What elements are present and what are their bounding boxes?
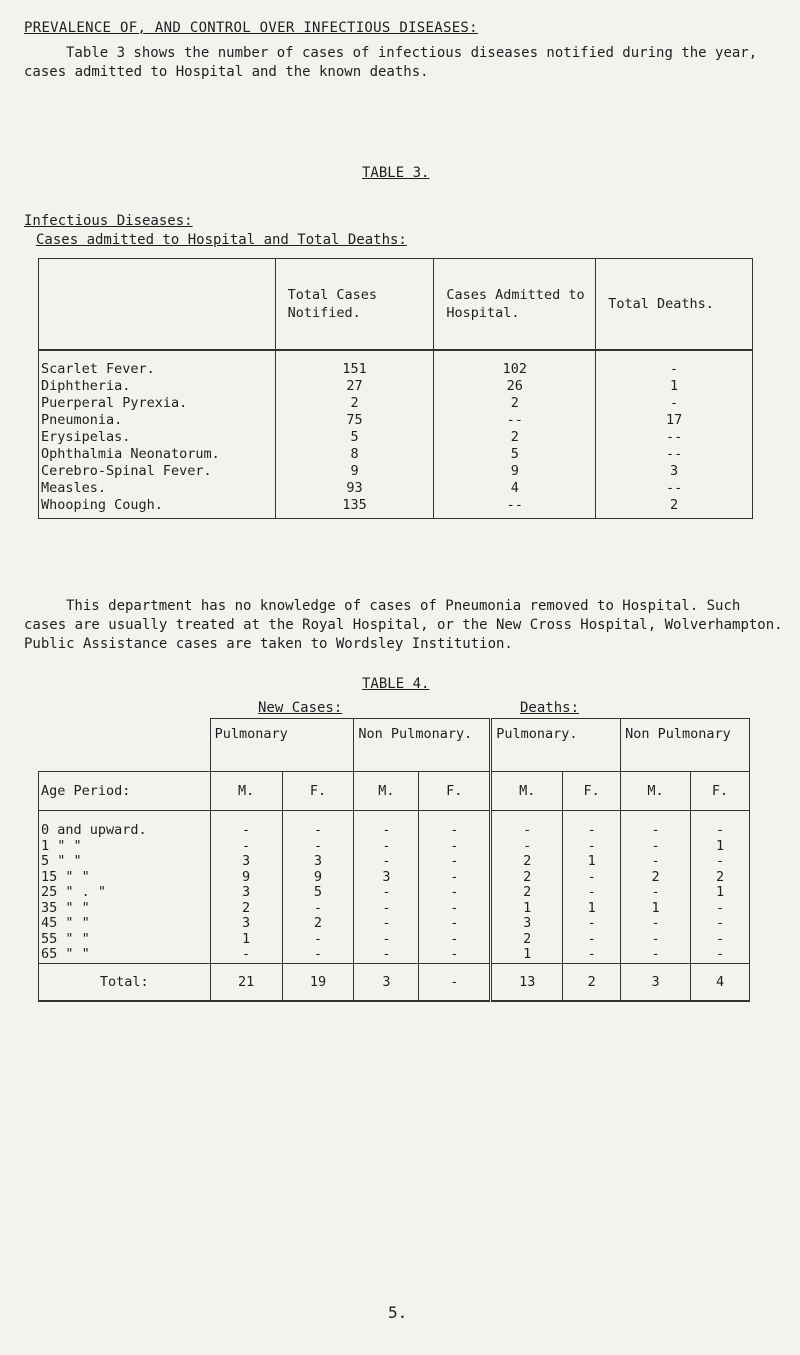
table-cell: 2 bbox=[491, 870, 563, 886]
table-cell: 26 bbox=[434, 378, 596, 395]
table3-header-cell: Cases Admitted to Hospital. bbox=[434, 259, 596, 351]
table-cell: - bbox=[282, 811, 354, 839]
table-row bbox=[39, 395, 753, 412]
disease-name: Measles. bbox=[39, 480, 276, 497]
table-cell: 3 bbox=[210, 854, 282, 870]
group-header: Pulmonary. bbox=[491, 719, 621, 772]
table-cell: - bbox=[691, 854, 750, 870]
table-cell: -- bbox=[596, 429, 753, 446]
table-cell: - bbox=[419, 901, 491, 917]
total-cell: 4 bbox=[691, 963, 750, 1001]
table-cell: 93 bbox=[275, 480, 434, 497]
table-row bbox=[39, 412, 753, 429]
table-cell: - bbox=[282, 901, 354, 917]
table-cell: 102 bbox=[434, 350, 596, 378]
table-cell: 9 bbox=[275, 463, 434, 480]
infectious-diseases-table bbox=[38, 258, 753, 519]
table-cell: - bbox=[691, 947, 750, 963]
disease-name: Scarlet Fever. bbox=[39, 350, 276, 378]
table-cell: - bbox=[354, 916, 419, 932]
total-cell: 21 bbox=[210, 963, 282, 1001]
table-cell: 2 bbox=[434, 429, 596, 446]
table-cell: 17 bbox=[596, 412, 753, 429]
sex-header: F. bbox=[563, 772, 621, 811]
table-cell: - bbox=[621, 854, 691, 870]
table-cell: - bbox=[419, 854, 491, 870]
table-cell: - bbox=[621, 811, 691, 839]
table-cell: - bbox=[210, 839, 282, 855]
table-cell: -- bbox=[434, 497, 596, 519]
table-cell: - bbox=[419, 839, 491, 855]
table-cell: 2 bbox=[210, 901, 282, 917]
total-cell: 19 bbox=[282, 963, 354, 1001]
table-cell: - bbox=[563, 870, 621, 886]
sex-header: F. bbox=[419, 772, 491, 811]
table-row bbox=[39, 480, 753, 497]
table4-title: TABLE 4. bbox=[362, 676, 430, 692]
table-cell: 2 bbox=[596, 497, 753, 519]
table-cell: - bbox=[563, 916, 621, 932]
age-period: 55 " " bbox=[39, 932, 211, 948]
table-cell: 5 bbox=[275, 429, 434, 446]
table-cell: - bbox=[563, 811, 621, 839]
table-cell: 27 bbox=[275, 378, 434, 395]
total-cell: - bbox=[419, 963, 491, 1001]
age-period: 1 " " bbox=[39, 839, 211, 855]
table-cell: - bbox=[354, 901, 419, 917]
table3-header-cell bbox=[39, 259, 276, 351]
disease-name: Cerebro-Spinal Fever. bbox=[39, 463, 276, 480]
table-cell: - bbox=[419, 947, 491, 963]
table-cell: - bbox=[419, 811, 491, 839]
new-cases-heading: New Cases: bbox=[258, 700, 343, 716]
table-cell: - bbox=[354, 811, 419, 839]
table-cell: 135 bbox=[275, 497, 434, 519]
age-period: 35 " " bbox=[39, 901, 211, 917]
table-cell: 3 bbox=[210, 885, 282, 901]
table-cell: 3 bbox=[354, 870, 419, 886]
page-number: 5. bbox=[388, 1303, 408, 1322]
table-cell: 2 bbox=[275, 395, 434, 412]
table-cell: 5 bbox=[434, 446, 596, 463]
table-cell: 2 bbox=[491, 932, 563, 948]
table-cell: -- bbox=[596, 446, 753, 463]
table-cell: 9 bbox=[434, 463, 596, 480]
age-period: 15 " " bbox=[39, 870, 211, 886]
age-period-label: Age Period: bbox=[39, 772, 211, 811]
age-period: 45 " " bbox=[39, 916, 211, 932]
table-cell: - bbox=[354, 839, 419, 855]
table-row bbox=[39, 839, 750, 855]
table-cell: - bbox=[491, 811, 563, 839]
table-row bbox=[39, 901, 750, 917]
table-cell: - bbox=[563, 932, 621, 948]
intro-paragraph: Table 3 shows the number of cases of infectious diseases notified during the year, cases admitted to Hospital and the known deaths. bbox=[24, 45, 758, 80]
disease-name: Diphtheria. bbox=[39, 378, 276, 395]
group-header-blank bbox=[39, 719, 211, 772]
total-cell: 13 bbox=[491, 963, 563, 1001]
deaths-heading: Deaths: bbox=[520, 700, 580, 716]
age-period: 5 " " bbox=[39, 854, 211, 870]
table-cell: -- bbox=[434, 412, 596, 429]
pneumonia-note: This department has no knowledge of cases of Pneumonia removed to Hospital. Such cases are usually treated at the Royal Hospital, or the New Cross Hospital, Wolverhampton. Public Assistance cases are taken to Wordsley Institution. bbox=[24, 598, 783, 652]
table-cell: 1 bbox=[691, 839, 750, 855]
sex-header: F. bbox=[282, 772, 354, 811]
table-cell: - bbox=[354, 947, 419, 963]
table3-title: TABLE 3. bbox=[362, 165, 430, 181]
table-cell: - bbox=[621, 885, 691, 901]
sex-header: M. bbox=[354, 772, 419, 811]
table-cell: 1 bbox=[596, 378, 753, 395]
total-label: Total: bbox=[39, 963, 211, 1001]
table-cell: - bbox=[563, 885, 621, 901]
table-cell: 75 bbox=[275, 412, 434, 429]
table-cell: -- bbox=[596, 480, 753, 497]
age-period: 0 and upward. bbox=[39, 811, 211, 839]
table-cell: 2 bbox=[491, 854, 563, 870]
group-header: Pulmonary bbox=[210, 719, 354, 772]
table3-subtitle-1: Infectious Diseases: bbox=[24, 213, 193, 229]
table-cell: 2 bbox=[691, 870, 750, 886]
sex-header: M. bbox=[621, 772, 691, 811]
table-cell: 1 bbox=[621, 901, 691, 917]
sex-header: M. bbox=[491, 772, 563, 811]
table-cell: 4 bbox=[434, 480, 596, 497]
table-cell: - bbox=[596, 395, 753, 412]
table-cell: - bbox=[282, 839, 354, 855]
table-row bbox=[39, 811, 750, 839]
table-cell: 2 bbox=[282, 916, 354, 932]
table-row bbox=[39, 932, 750, 948]
table-cell: - bbox=[563, 839, 621, 855]
table-cell: - bbox=[491, 839, 563, 855]
table-row bbox=[39, 350, 753, 378]
table-cell: - bbox=[621, 932, 691, 948]
disease-name: Puerperal Pyrexia. bbox=[39, 395, 276, 412]
table-cell: - bbox=[210, 811, 282, 839]
table-cell: 2 bbox=[621, 870, 691, 886]
table-cell: 3 bbox=[596, 463, 753, 480]
table-cell: - bbox=[621, 916, 691, 932]
table-cell: - bbox=[691, 916, 750, 932]
table-cell: - bbox=[419, 932, 491, 948]
disease-name: Pneumonia. bbox=[39, 412, 276, 429]
total-cell: 3 bbox=[621, 963, 691, 1001]
table-cell: 2 bbox=[434, 395, 596, 412]
tuberculosis-table bbox=[38, 718, 750, 1002]
table-cell: 151 bbox=[275, 350, 434, 378]
sex-header: M. bbox=[210, 772, 282, 811]
table-cell: - bbox=[419, 885, 491, 901]
table-row bbox=[39, 947, 750, 963]
total-cell: 2 bbox=[563, 963, 621, 1001]
table3-subtitle-2: Cases admitted to Hospital and Total Deaths: bbox=[36, 232, 407, 248]
table-cell: 8 bbox=[275, 446, 434, 463]
table-row bbox=[39, 446, 753, 463]
table-cell: 3 bbox=[282, 854, 354, 870]
page-heading: PREVALENCE OF, AND CONTROL OVER INFECTIOUS DISEASES: bbox=[24, 20, 478, 36]
table-row bbox=[39, 854, 750, 870]
table-row bbox=[39, 885, 750, 901]
table-row bbox=[39, 497, 753, 519]
table-cell: - bbox=[354, 885, 419, 901]
table-cell: - bbox=[691, 811, 750, 839]
disease-name: Erysipelas. bbox=[39, 429, 276, 446]
table-cell: 2 bbox=[491, 885, 563, 901]
table-cell: 3 bbox=[210, 916, 282, 932]
age-period: 65 " " bbox=[39, 947, 211, 963]
table-row bbox=[39, 429, 753, 446]
group-header: Non Pulmonary bbox=[621, 719, 750, 772]
table-cell: - bbox=[354, 932, 419, 948]
table-cell: - bbox=[282, 947, 354, 963]
table-cell: - bbox=[354, 854, 419, 870]
age-period: 25 " . " bbox=[39, 885, 211, 901]
table-cell: - bbox=[419, 870, 491, 886]
total-cell: 3 bbox=[354, 963, 419, 1001]
table-cell: - bbox=[691, 901, 750, 917]
table-cell: - bbox=[210, 947, 282, 963]
table-row bbox=[39, 378, 753, 395]
table-cell: 1 bbox=[210, 932, 282, 948]
table-cell: 1 bbox=[563, 854, 621, 870]
table-cell: 5 bbox=[282, 885, 354, 901]
disease-name: Ophthalmia Neonatorum. bbox=[39, 446, 276, 463]
table-row bbox=[39, 870, 750, 886]
table-cell: - bbox=[691, 932, 750, 948]
table-cell: 1 bbox=[491, 947, 563, 963]
table-cell: 9 bbox=[282, 870, 354, 886]
table-row bbox=[39, 463, 753, 480]
table-cell: - bbox=[419, 916, 491, 932]
table-cell: - bbox=[621, 839, 691, 855]
table-cell: 9 bbox=[210, 870, 282, 886]
table-cell: 3 bbox=[491, 916, 563, 932]
table-cell: 1 bbox=[691, 885, 750, 901]
table3-header-cell: Total Deaths. bbox=[596, 259, 753, 351]
sex-header: F. bbox=[691, 772, 750, 811]
table-cell: - bbox=[282, 932, 354, 948]
table3-header-cell: Total Cases Notified. bbox=[275, 259, 434, 351]
group-header: Non Pulmonary. bbox=[354, 719, 491, 772]
disease-name: Whooping Cough. bbox=[39, 497, 276, 519]
table-row bbox=[39, 916, 750, 932]
table-cell: - bbox=[563, 947, 621, 963]
table-cell: - bbox=[621, 947, 691, 963]
table-cell: - bbox=[596, 350, 753, 378]
table-cell: 1 bbox=[491, 901, 563, 917]
table-cell: 1 bbox=[563, 901, 621, 917]
